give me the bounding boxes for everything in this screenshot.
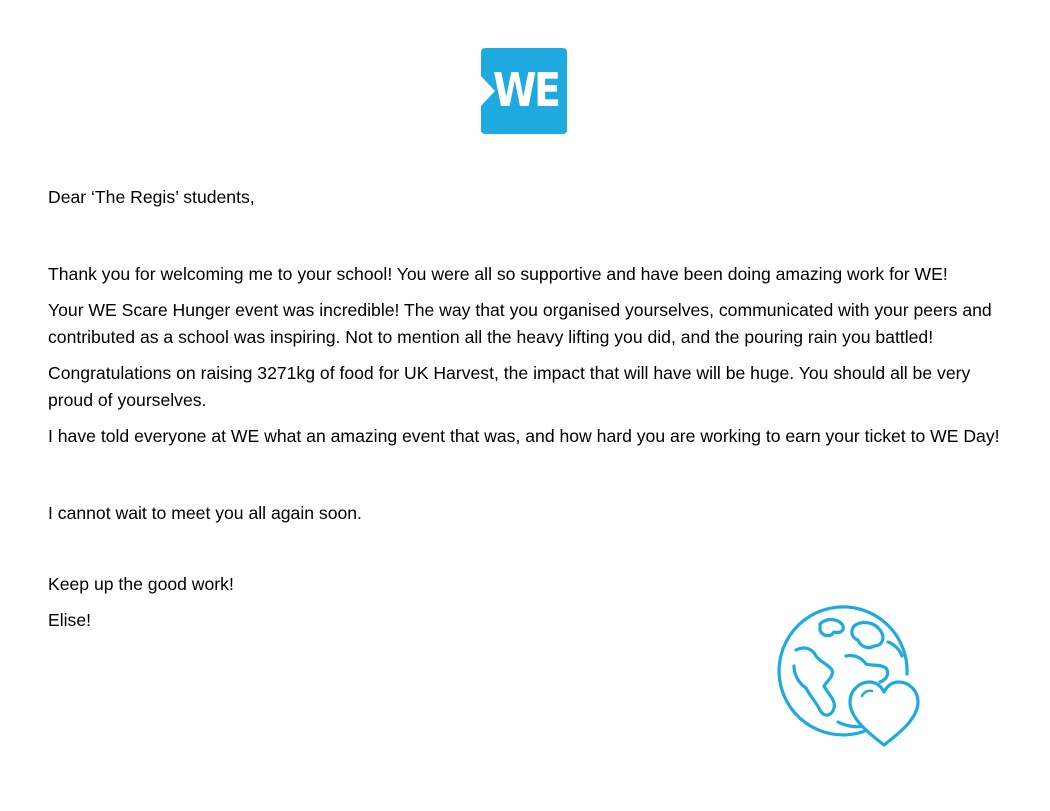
letter-greeting: Dear ‘The Regis’ students, — [48, 187, 255, 207]
letter-paragraph: I have told everyone at WE what an amazing event that was, and how hard you are working to earn your ticket to WE Day! — [48, 426, 1000, 446]
globe-heart-icon — [776, 604, 928, 750]
letter-paragraph: Your WE Scare Hunger event was incredible! The way that you organised yourselves, communicated with your peers and contributed as a school was inspiring. Not to mention all the heavy lifting you did, and the pouring rain you battled! — [48, 300, 992, 347]
logo-text: WE — [493, 63, 559, 117]
letter-paragraph: Thank you for welcoming me to your school! You were all so supportive and have been doing amazing work for WE! — [48, 264, 948, 284]
letter-signature: Elise! — [48, 610, 92, 630]
we-logo — [481, 48, 567, 134]
letter-paragraph: Congratulations on raising 3271kg of food for UK Harvest, the impact that will have will be huge. You should all be very proud of yourselves. — [48, 363, 971, 410]
letter-body — [48, 184, 1018, 634]
letter-sign-off: Keep up the good work! — [48, 574, 234, 594]
letter-closing-line: I cannot wait to meet you all again soon. — [48, 503, 362, 523]
